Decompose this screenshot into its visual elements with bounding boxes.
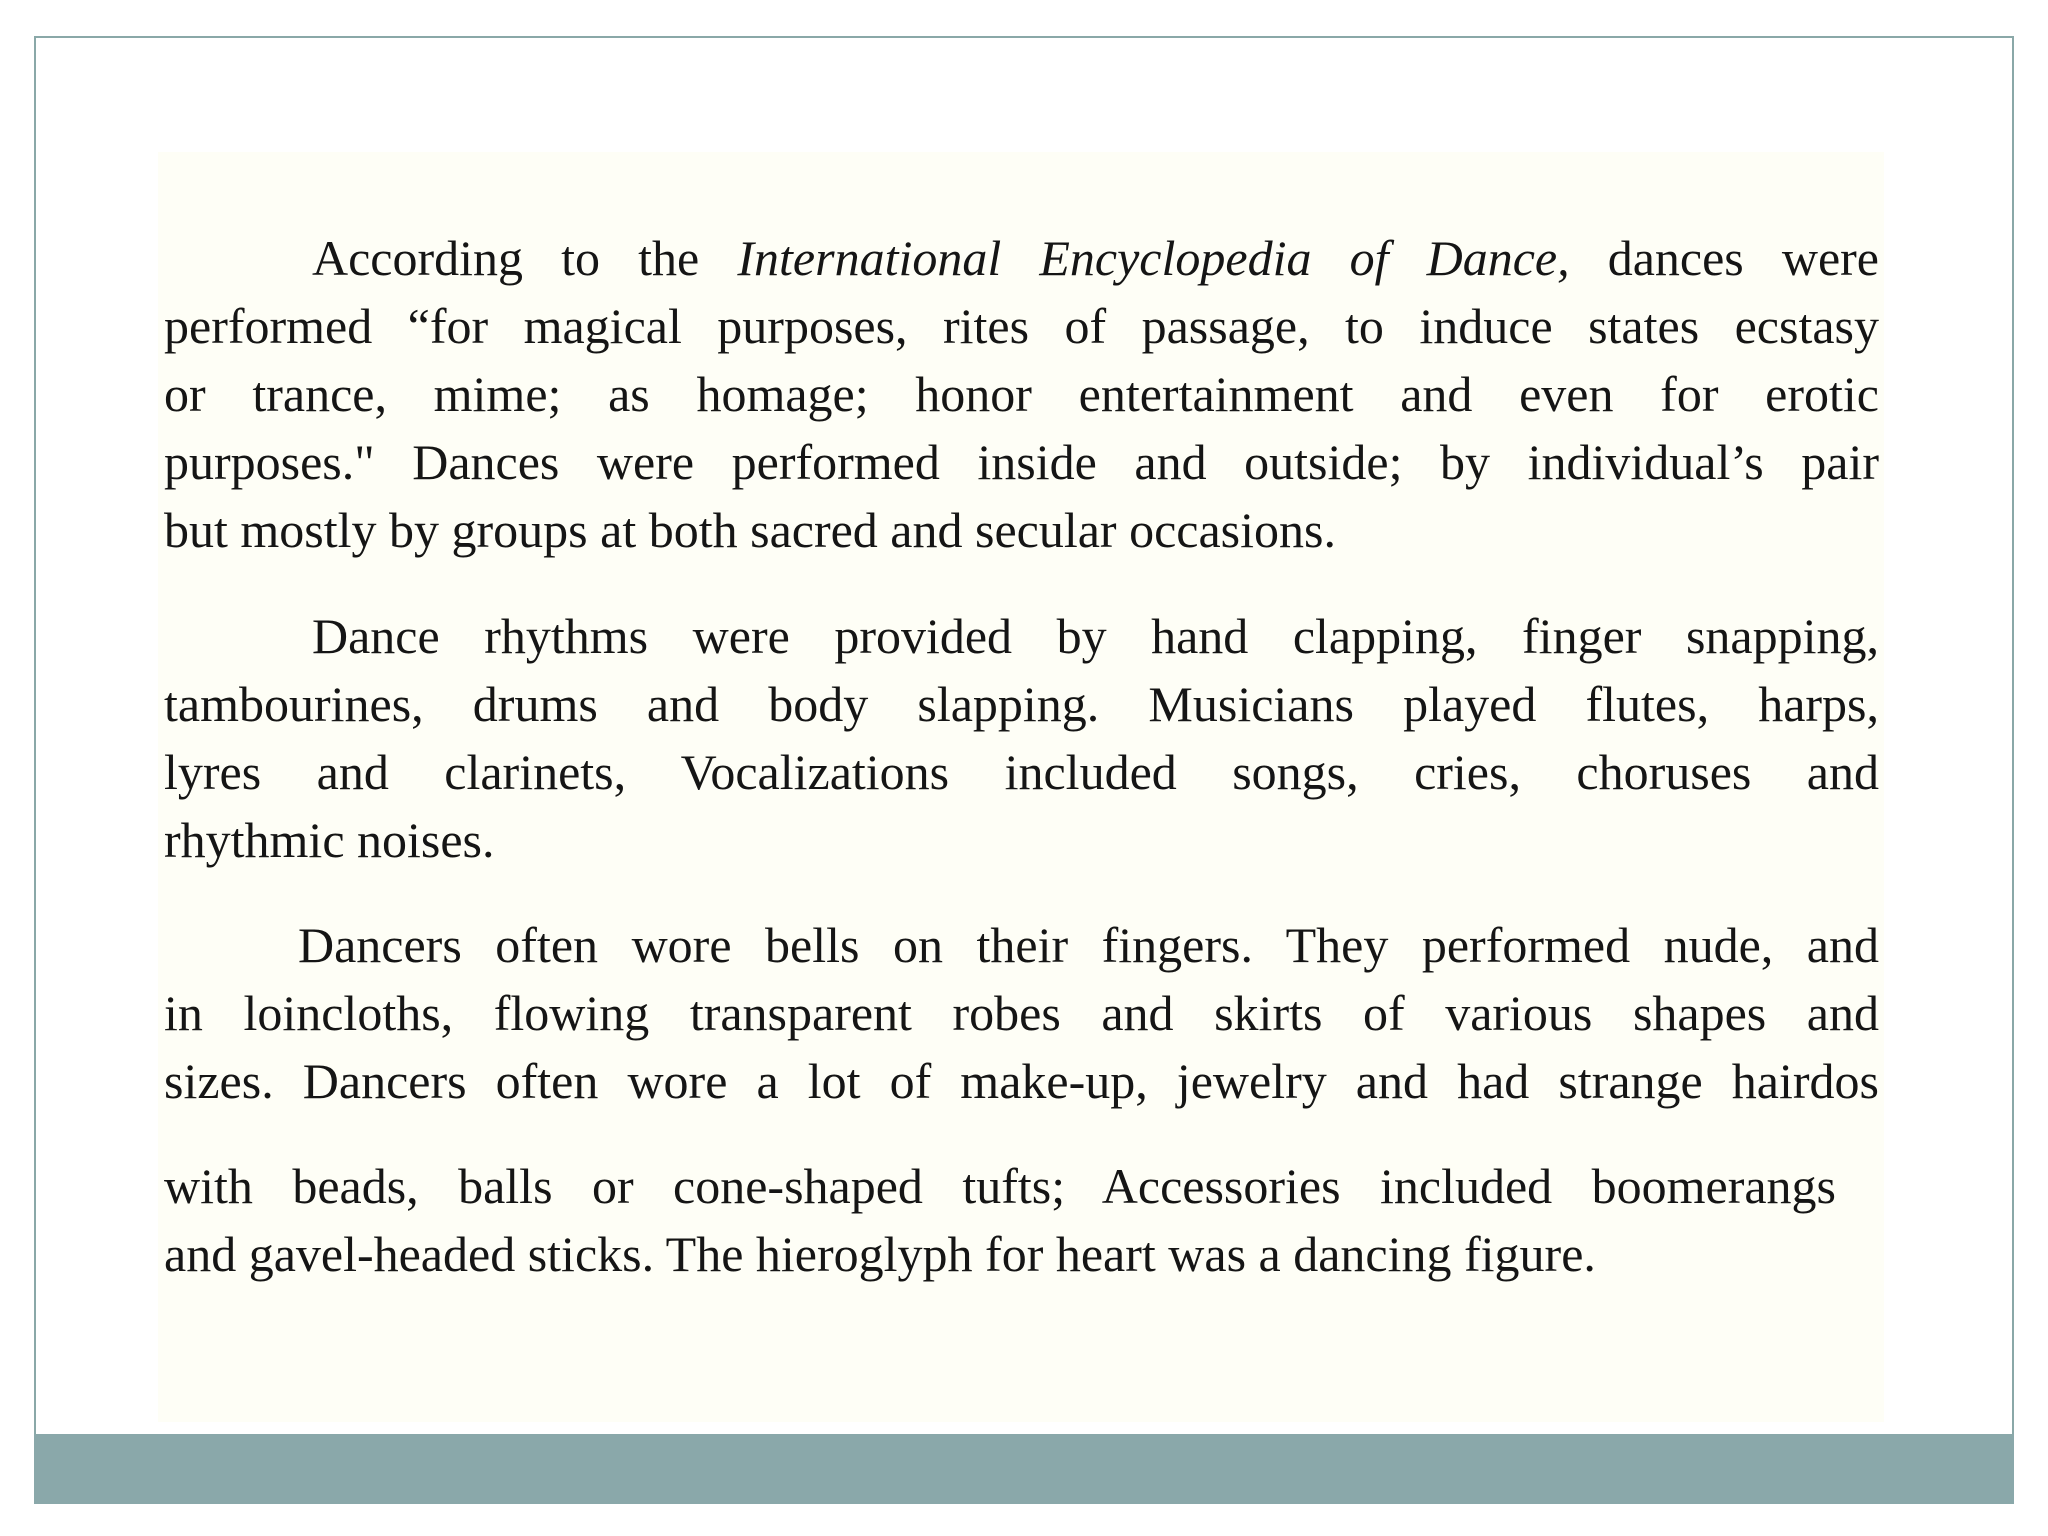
book-title: International Encyclopedia of Dance, [737,230,1570,286]
paragraph-rhythms [164,602,1879,874]
paragraph-line: performed “for magical purposes, rites of passage, to induce states ecstasy [164,298,1879,354]
paragraph-encyclopedia [164,224,1879,564]
paragraph-line: but mostly by groups at both sacred and secular occasions. [164,502,1336,558]
paragraph-line: rhythmic noises. [164,812,495,868]
paragraph-line: Dance rhythms were provided by hand clapping, finger snapping, [312,608,1879,664]
paragraph-accessories [164,1152,1836,1288]
paragraph-line: or trance, mime; as homage; honor entertainment and even for erotic [164,366,1879,422]
paragraph-line: in loincloths, flowing transparent robes and skirts of various shapes and [164,985,1879,1041]
paragraph-costumes [164,911,1879,1115]
footer-bar [34,1434,2014,1504]
paragraph-line: tambourines, drums and body slapping. Musicians played flutes, harps, [164,676,1879,732]
paragraph-line: lyres and clarinets, Vocalizations included songs, cries, choruses and [164,744,1879,800]
paragraph-line: with beads, balls or cone-shaped tufts; Accessories included boomerangs [164,1158,1836,1214]
paragraph-line: and gavel-headed sticks. The hieroglyph for heart was a dancing figure. [164,1226,1596,1282]
paragraph-line: sizes. Dancers often wore a lot of make-up, jewelry and had strange hairdos [164,1053,1879,1109]
paragraph-line: According to the International Encyclopedia of Dance, dances were [312,230,1879,286]
paragraph-line: Dancers often wore bells on their fingers. They performed nude, and [298,917,1879,973]
paragraph-line: purposes." Dances were performed inside and outside; by individual’s pair [164,434,1879,490]
